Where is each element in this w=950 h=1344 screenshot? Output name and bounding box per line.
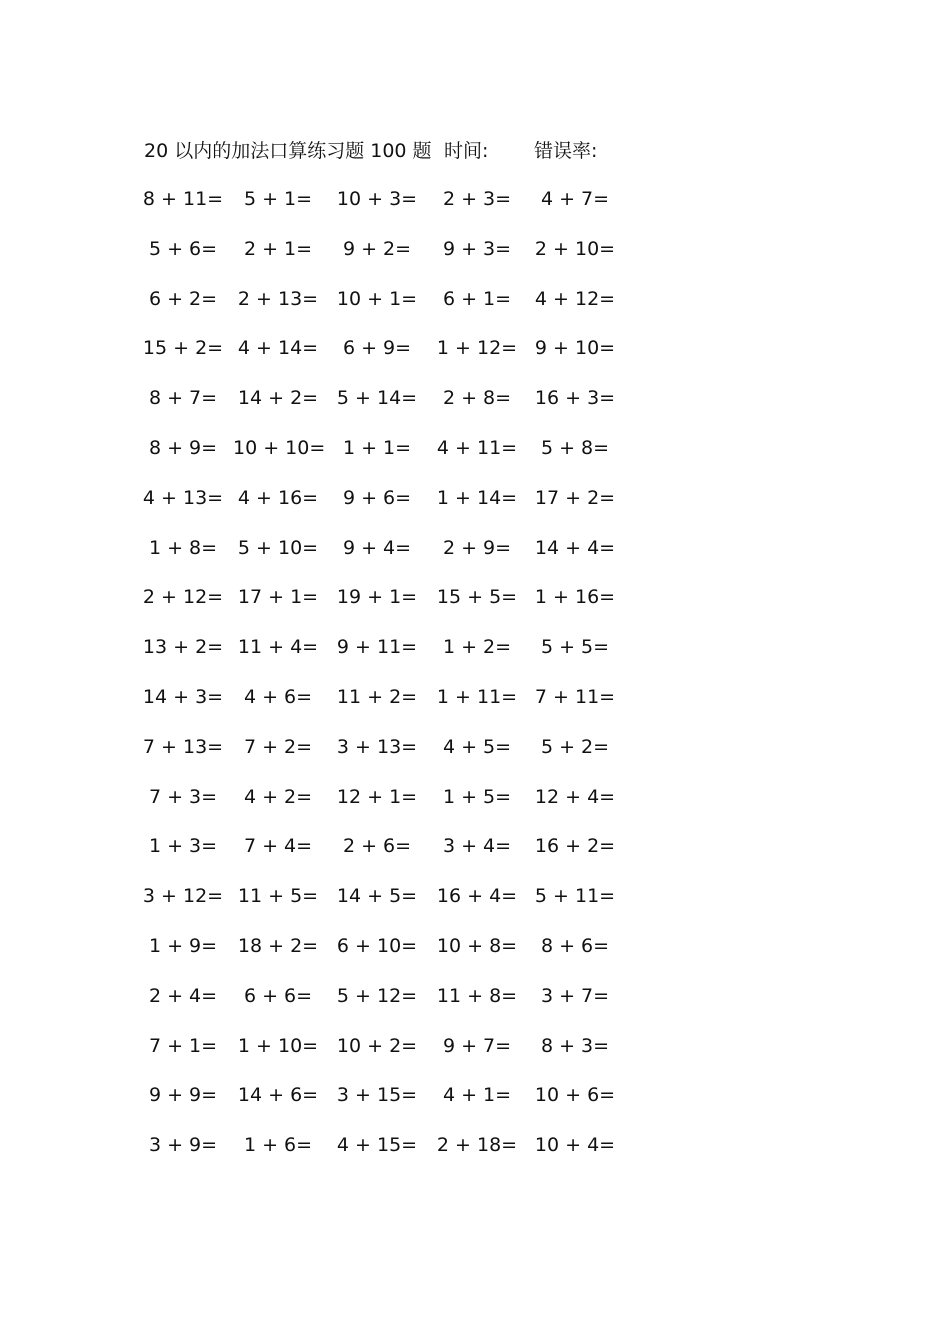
addition-problem: 2 + 8= <box>442 387 512 410</box>
addition-problem: 4 + 11= <box>436 436 518 459</box>
addition-problem: 4 + 2= <box>243 785 313 808</box>
addition-problem: 5 + 11= <box>534 885 616 908</box>
addition-problem: 1 + 2= <box>442 636 512 659</box>
problem-row <box>144 185 644 235</box>
problem-row <box>144 633 644 683</box>
addition-problem: 1 + 12= <box>436 337 518 360</box>
addition-problem: 9 + 9= <box>148 1084 218 1107</box>
addition-problem: 10 + 2= <box>336 1034 418 1057</box>
problem-row <box>144 733 644 783</box>
problem-row <box>144 434 644 484</box>
addition-problem: 16 + 2= <box>534 835 616 858</box>
addition-problem: 7 + 13= <box>142 735 224 758</box>
problem-row <box>144 932 644 982</box>
worksheet-title: 20 以内的加法口算练习题 100 题 <box>144 140 432 162</box>
addition-problem: 5 + 14= <box>336 387 418 410</box>
problem-row <box>144 783 644 833</box>
addition-problem: 19 + 1= <box>336 586 418 609</box>
addition-problem: 2 + 4= <box>148 984 218 1007</box>
addition-problem: 2 + 18= <box>436 1134 518 1157</box>
addition-problem: 7 + 3= <box>148 785 218 808</box>
addition-problem: 6 + 6= <box>243 984 313 1007</box>
problem-row <box>144 384 644 434</box>
addition-problem: 4 + 15= <box>336 1134 418 1157</box>
addition-problem: 12 + 4= <box>534 785 616 808</box>
addition-problem: 7 + 11= <box>534 685 616 708</box>
addition-problem: 9 + 10= <box>534 337 616 360</box>
addition-problem: 14 + 3= <box>142 685 224 708</box>
addition-problem: 4 + 16= <box>237 486 319 509</box>
addition-problem: 3 + 4= <box>442 835 512 858</box>
addition-problem: 13 + 2= <box>142 636 224 659</box>
problem-grid <box>144 185 644 1181</box>
addition-problem: 4 + 6= <box>243 685 313 708</box>
addition-problem: 5 + 6= <box>148 237 218 260</box>
problem-row <box>144 583 644 633</box>
addition-problem: 9 + 7= <box>442 1034 512 1057</box>
addition-problem: 2 + 13= <box>237 287 319 310</box>
problem-row <box>144 534 644 584</box>
problem-row <box>144 235 644 285</box>
addition-problem: 1 + 14= <box>436 486 518 509</box>
addition-problem: 1 + 8= <box>148 536 218 559</box>
addition-problem: 14 + 5= <box>336 885 418 908</box>
addition-problem: 8 + 7= <box>148 387 218 410</box>
problem-row <box>144 334 644 384</box>
problem-row <box>144 1131 644 1181</box>
addition-problem: 2 + 9= <box>442 536 512 559</box>
addition-problem: 14 + 4= <box>534 536 616 559</box>
problem-row <box>144 683 644 733</box>
addition-problem: 16 + 3= <box>534 387 616 410</box>
addition-problem: 5 + 5= <box>540 636 610 659</box>
addition-problem: 15 + 5= <box>436 586 518 609</box>
addition-problem: 3 + 12= <box>142 885 224 908</box>
addition-problem: 3 + 7= <box>540 984 610 1007</box>
addition-problem: 10 + 3= <box>336 188 418 210</box>
addition-problem: 4 + 13= <box>142 486 224 509</box>
problem-row <box>144 882 644 932</box>
addition-problem: 7 + 4= <box>243 835 313 858</box>
addition-problem: 5 + 8= <box>540 436 610 459</box>
addition-problem: 8 + 9= <box>148 436 218 459</box>
addition-problem: 6 + 1= <box>442 287 512 310</box>
addition-problem: 7 + 1= <box>148 1034 218 1057</box>
addition-problem: 17 + 2= <box>534 486 616 509</box>
addition-problem: 1 + 3= <box>148 835 218 858</box>
addition-problem: 1 + 11= <box>436 685 518 708</box>
addition-problem: 2 + 3= <box>442 188 512 210</box>
addition-problem: 17 + 1= <box>237 586 319 609</box>
addition-problem: 1 + 1= <box>342 436 412 459</box>
addition-problem: 4 + 5= <box>442 735 512 758</box>
addition-problem: 1 + 6= <box>243 1134 313 1157</box>
addition-problem: 14 + 6= <box>237 1084 319 1107</box>
addition-problem: 4 + 12= <box>534 287 616 310</box>
addition-problem: 6 + 2= <box>148 287 218 310</box>
addition-problem: 1 + 5= <box>442 785 512 808</box>
addition-problem: 1 + 9= <box>148 934 218 957</box>
addition-problem: 4 + 1= <box>442 1084 512 1107</box>
addition-problem: 11 + 8= <box>436 984 518 1007</box>
problem-row <box>144 484 644 534</box>
addition-problem: 1 + 16= <box>534 586 616 609</box>
addition-problem: 1 + 10= <box>237 1034 319 1057</box>
addition-problem: 10 + 6= <box>534 1084 616 1107</box>
addition-problem: 2 + 12= <box>142 586 224 609</box>
problem-row <box>144 832 644 882</box>
addition-problem: 8 + 11= <box>142 188 224 210</box>
addition-problem: 5 + 10= <box>237 536 319 559</box>
addition-problem: 9 + 3= <box>442 237 512 260</box>
addition-problem: 3 + 15= <box>336 1084 418 1107</box>
addition-problem: 5 + 2= <box>540 735 610 758</box>
addition-problem: 11 + 4= <box>237 636 319 659</box>
addition-problem: 2 + 1= <box>243 237 313 260</box>
addition-problem: 11 + 2= <box>336 685 418 708</box>
addition-problem: 6 + 10= <box>336 934 418 957</box>
addition-problem: 11 + 5= <box>237 885 319 908</box>
addition-problem: 10 + 4= <box>534 1134 616 1157</box>
addition-problem: 15 + 2= <box>142 337 224 360</box>
addition-problem: 10 + 10= <box>233 436 326 459</box>
addition-problem: 18 + 2= <box>237 934 319 957</box>
addition-problem: 8 + 3= <box>540 1034 610 1057</box>
addition-problem: 2 + 6= <box>342 835 412 858</box>
problem-row <box>144 1081 644 1131</box>
addition-problem: 10 + 1= <box>336 287 418 310</box>
addition-problem: 16 + 4= <box>436 885 518 908</box>
addition-problem: 8 + 6= <box>540 934 610 957</box>
addition-problem: 3 + 9= <box>148 1134 218 1157</box>
addition-problem: 3 + 13= <box>336 735 418 758</box>
addition-problem: 5 + 1= <box>243 188 313 210</box>
addition-problem: 4 + 7= <box>540 188 610 210</box>
addition-problem: 12 + 1= <box>336 785 418 808</box>
problem-row <box>144 982 644 1032</box>
problem-row <box>144 285 644 335</box>
addition-problem: 14 + 2= <box>237 387 319 410</box>
error-rate-label: 错误率: <box>534 140 598 162</box>
addition-problem: 4 + 14= <box>237 337 319 360</box>
addition-problem: 7 + 2= <box>243 735 313 758</box>
addition-problem: 5 + 12= <box>336 984 418 1007</box>
addition-problem: 9 + 2= <box>342 237 412 260</box>
addition-problem: 10 + 8= <box>436 934 518 957</box>
addition-problem: 9 + 11= <box>336 636 418 659</box>
time-label: 时间: <box>444 140 489 162</box>
addition-problem: 6 + 9= <box>342 337 412 360</box>
addition-problem: 9 + 6= <box>342 486 412 509</box>
addition-problem: 2 + 10= <box>534 237 616 260</box>
problem-row <box>144 1032 644 1082</box>
addition-problem: 9 + 4= <box>342 536 412 559</box>
